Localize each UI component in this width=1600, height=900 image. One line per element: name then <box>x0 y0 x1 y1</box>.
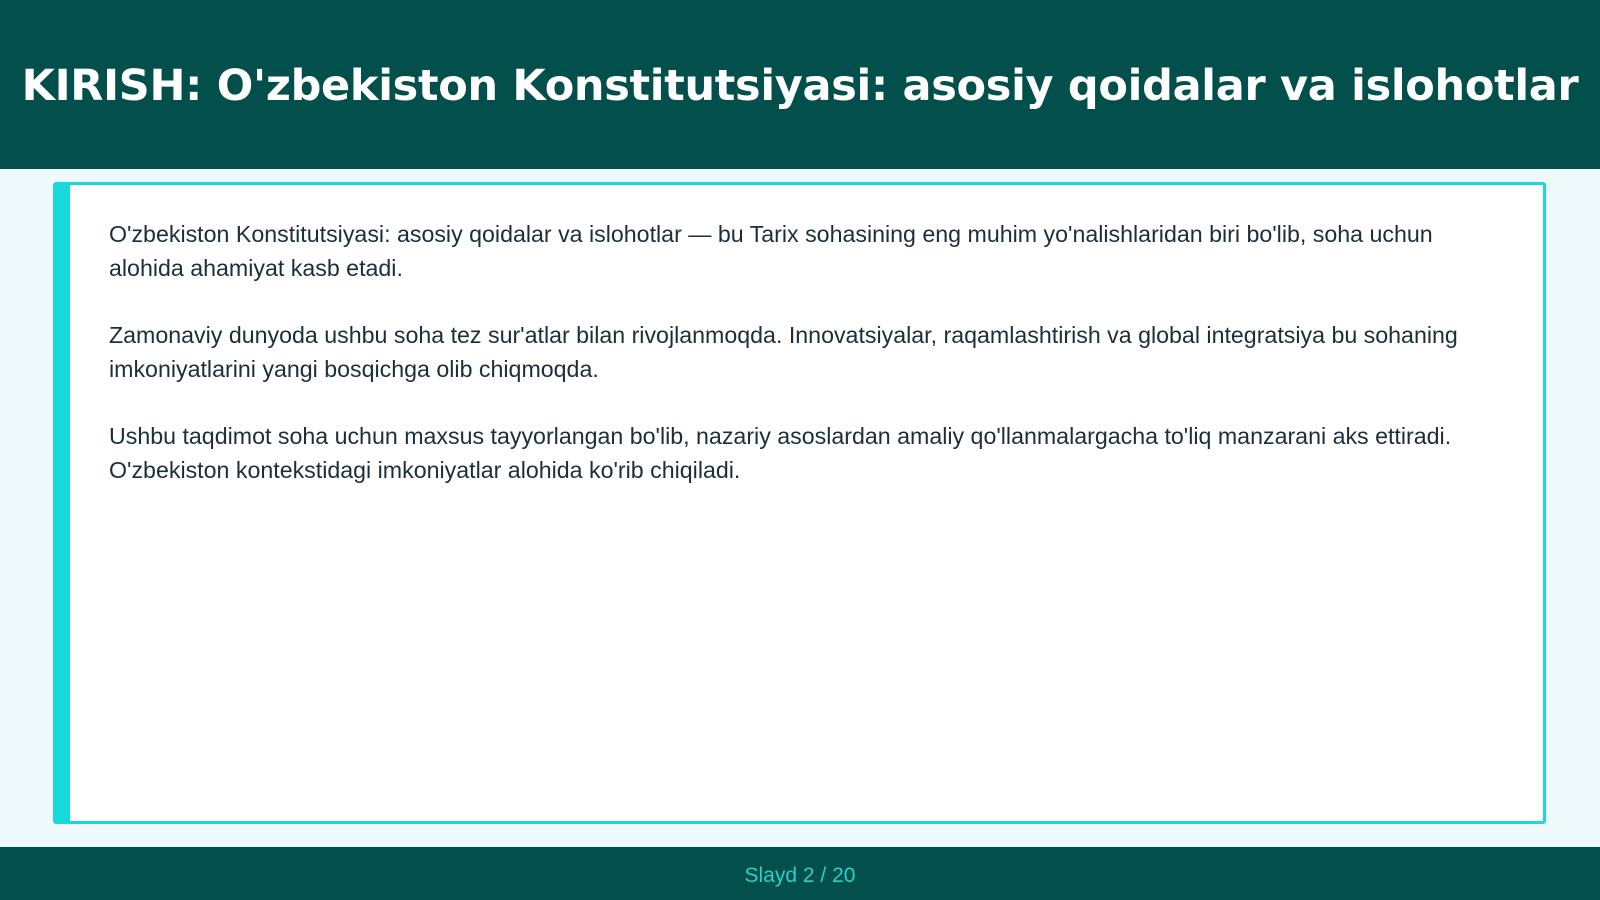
slide-title: KIRISH: O'zbekiston Konstitutsiyasi: asosiy qoidalar va islohotlar <box>21 61 1579 111</box>
slide-counter: Slayd 2 / 20 <box>744 863 856 887</box>
slide-header <box>0 0 1600 169</box>
paragraph-intro: O'zbekiston Konstitutsiyasi: asosiy qoidalar va islohotlar — bu Tarix sohasining eng muhim yo'nalishlaridan biri bo'lib, soha uchun alohida ahamiyat kasb etadi. <box>109 221 1433 281</box>
content-card <box>53 182 1546 824</box>
paragraph-presentation-scope: Ushbu taqdimot soha uchun maxsus tayyorlangan bo'lib, nazariy asoslardan amaliy qo'llanmalargacha to'liq manzarani aks ettiradi. O'zbekiston kontekstidagi imkoniyatlar alohida ko'rib chiqiladi. <box>109 423 1452 483</box>
paragraph-modern-world: Zamonaviy dunyoda ushbu soha tez sur'atlar bilan rivojlanmoqda. Innovatsiyalar, raqamlashtirish va global integratsiya bu sohaning imkoniyatlarini yangi bosqichga olib chiqmoqda. <box>109 322 1458 382</box>
slide-footer <box>0 847 1600 900</box>
